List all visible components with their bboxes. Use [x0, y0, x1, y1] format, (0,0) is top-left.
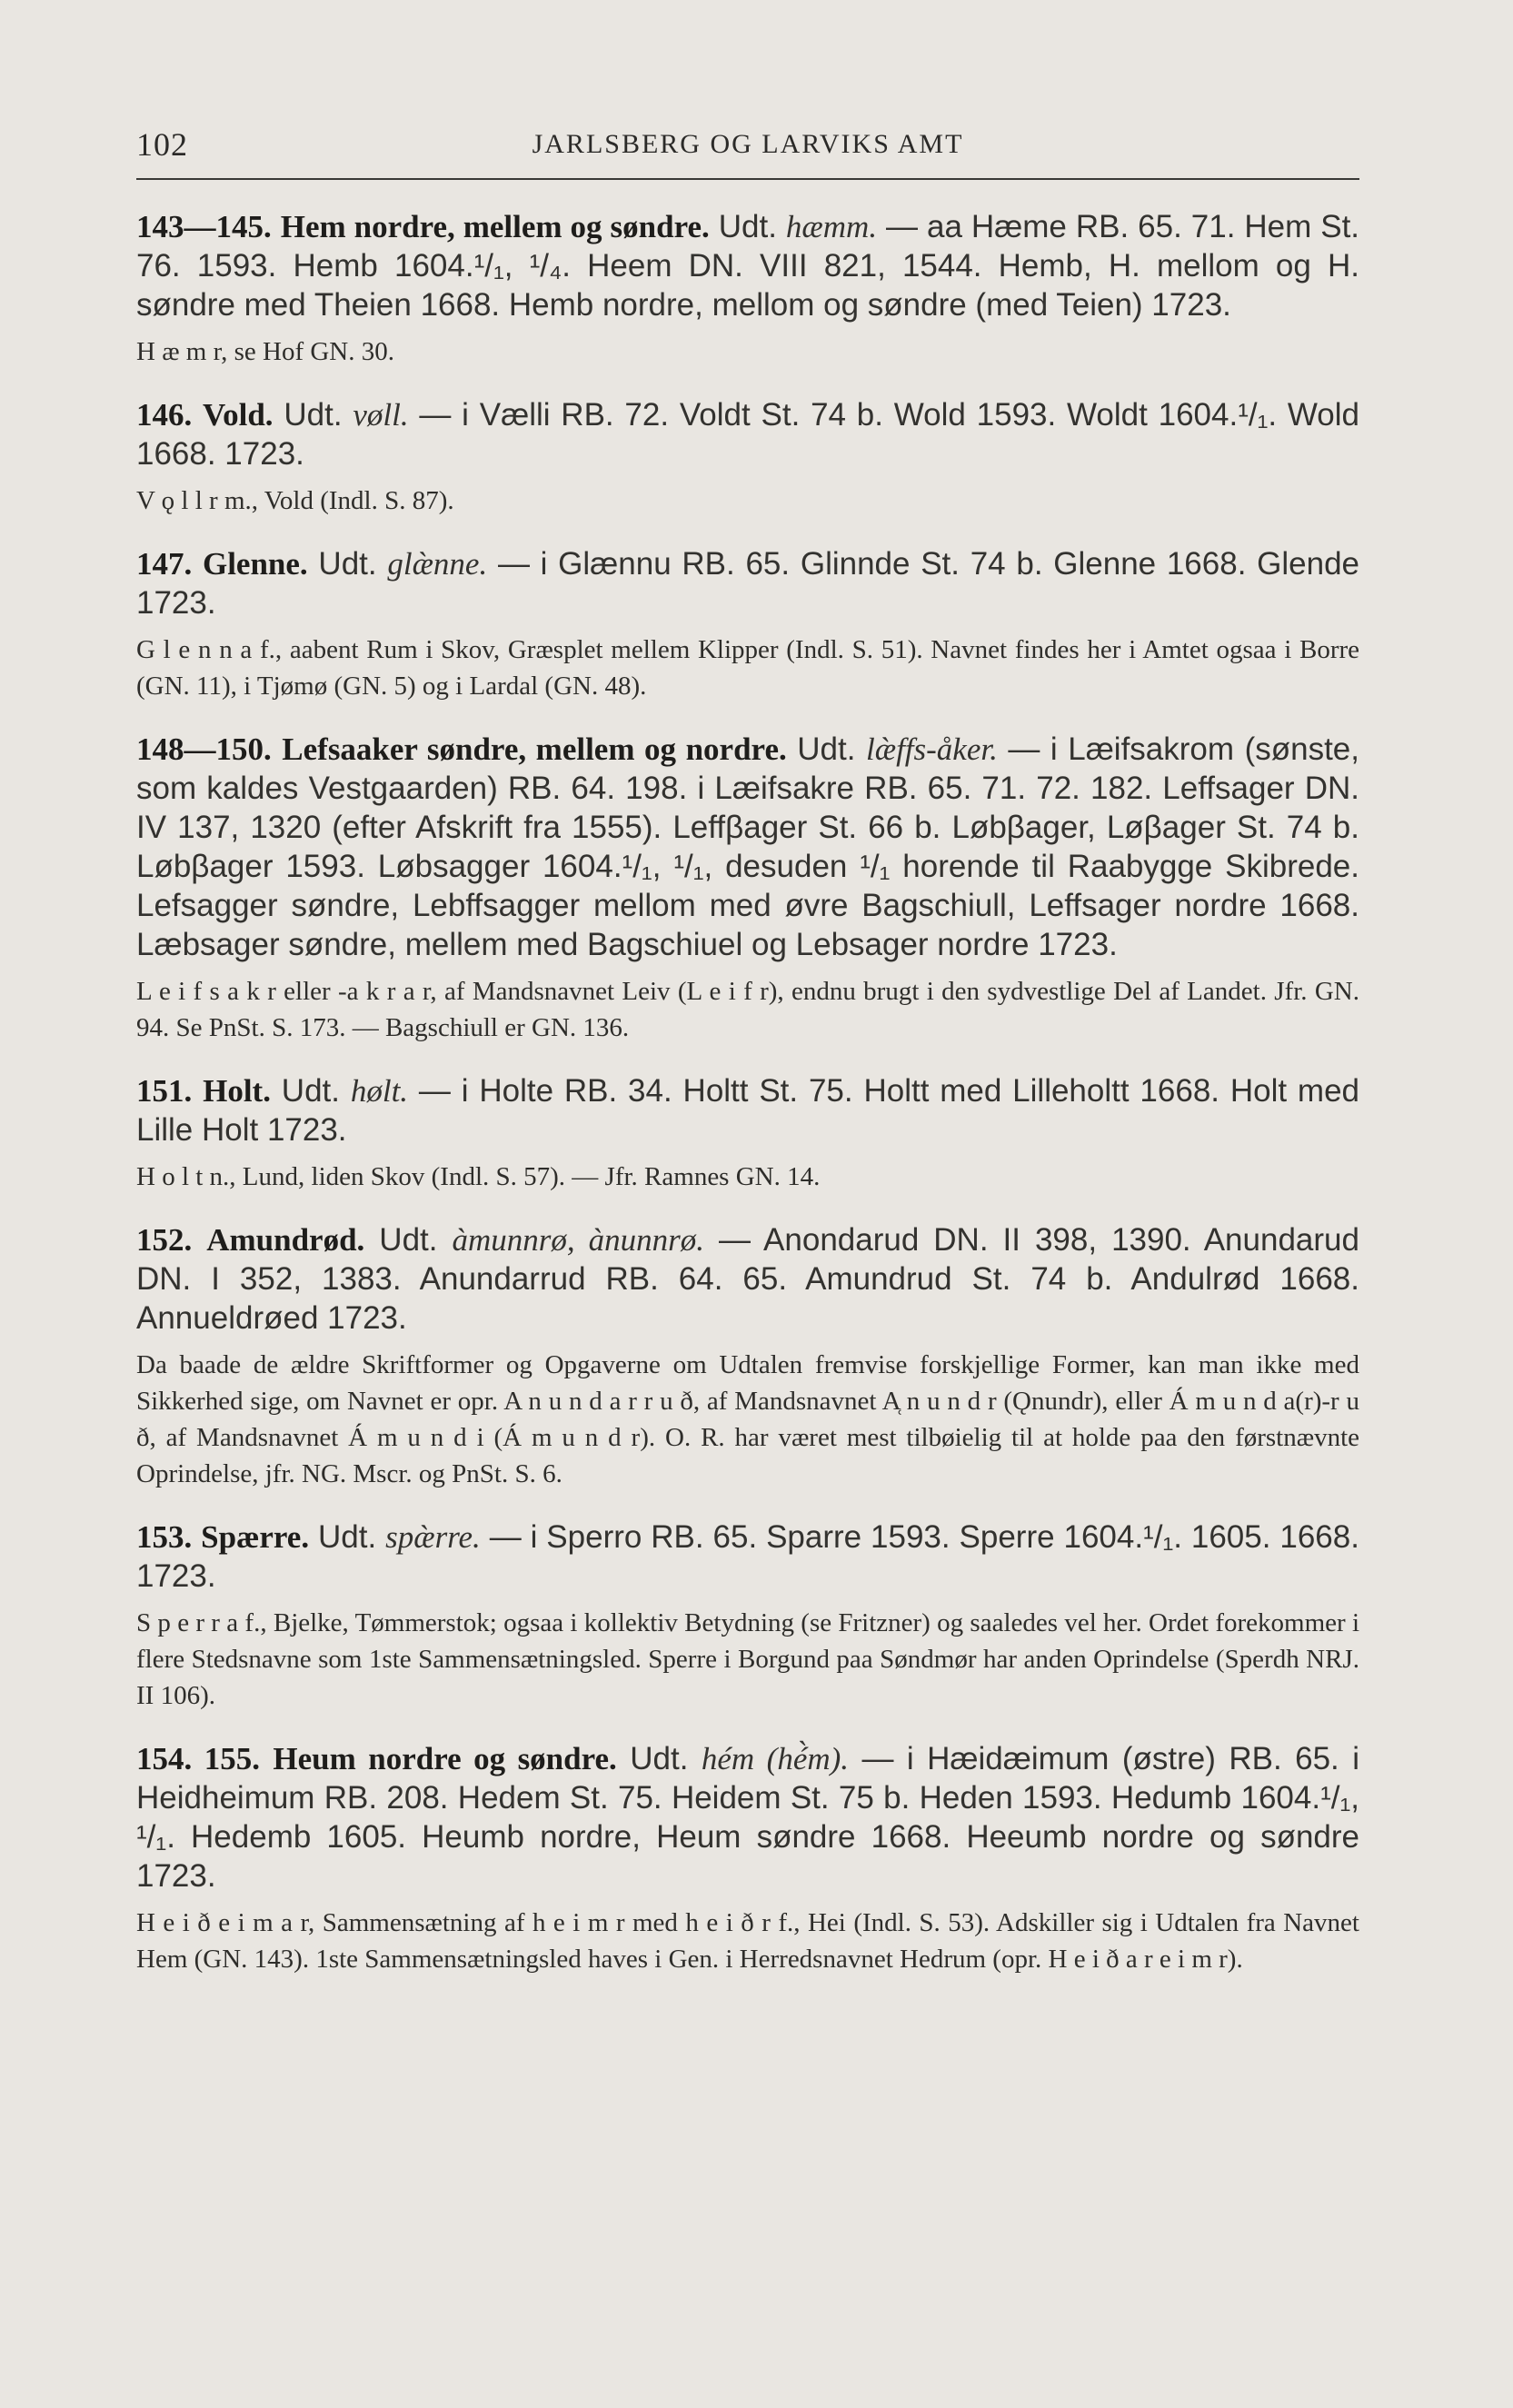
entry-main-text: [136, 395, 1359, 473]
pronunciation: hæmm.: [785, 209, 878, 244]
pronunciation: hølt.: [350, 1073, 409, 1109]
entry-154-155: [136, 1739, 1359, 1977]
entry-sources: — i Sperro RB. 65. Sparre 1593. Sperre 1604.¹/₁. 1605. 1668. 1723.: [136, 1519, 1359, 1594]
pronunciation: læ̀ffs-åker.: [866, 731, 998, 767]
udt-label: Udt.: [630, 1741, 689, 1776]
pronunciation: àmunnrø, ànunnrø.: [452, 1222, 705, 1258]
entry-main-text: [136, 1739, 1359, 1896]
udt-label: Udt.: [284, 397, 343, 433]
udt-label: Udt.: [318, 546, 377, 582]
entry-note: G l e n n a f., aabent Rum i Skov, Græsplet mellem Klipper (Indl. S. 51). Navnet findes her i Amtet ogsaa i Borre (GN. 11), i Tjømø (GN. 5) og i Lardal (GN. 48).: [136, 635, 1359, 701]
entry-153: [136, 1517, 1359, 1714]
entry-sources: — Anondarud DN. II 398, 1390. Anundarud DN. I 352, 1383. Anundarrud RB. 64. 65. Amundrud St. 74 b. Andulrød 1668. Annueldrøed 1723.: [136, 1222, 1359, 1336]
udt-label: Udt.: [281, 1073, 340, 1109]
pronunciation: spæ̀rre.: [385, 1519, 481, 1555]
entry-number: 143—145.: [136, 209, 272, 244]
entry-name: Amundrød.: [206, 1222, 365, 1258]
pronunciation: glæ̀nne.: [387, 546, 488, 582]
entry-sources: — i Læifsakrom (sønste, som kaldes Vestgaarden) RB. 64. 198. i Læifsakre RB. 65. 71. 72. 182. Leffsager DN. IV 137, 1320 (efter Afskrift fra 1555). Leffβager St. 66 b. Løbβager, Løβager St. 74 b. Løbβager 1593. Løbsagger 1604.¹/₁, ¹/₁, desuden ¹/₁ horende til Raabygge Skibrede. Lefsagger søndre, Lebffsagger mellom med øvre Bagschiull, Leffsager nordre 1668. Læbsager søndre, mellem med Bagschiuel og Lebsager nordre 1723.: [136, 731, 1359, 962]
entry-name: Holt.: [203, 1073, 271, 1109]
page-number: 102: [136, 126, 188, 163]
book-page: [136, 0, 1359, 2408]
entry-number: 153.: [136, 1519, 193, 1555]
entry-151: [136, 1071, 1359, 1195]
entry-143-145: [136, 207, 1359, 370]
entry-number: 151.: [136, 1073, 193, 1109]
entry-148-150: [136, 730, 1359, 1046]
udt-label: Udt.: [797, 731, 856, 767]
entry-name: Heum nordre og søndre.: [273, 1741, 617, 1776]
entry-name: Vold.: [203, 397, 274, 433]
entry-main-text: [136, 1220, 1359, 1338]
pronunciation: vøll.: [353, 397, 409, 433]
entry-note: H e i ð e i m a r, Sammensætning af h e i m r med h e i ð r f., Hei (Indl. S. 53). Adskiller sig i Udtalen fra Navnet Hem (GN. 143). 1ste Sammensætningsled haves i Gen. i Herredsnavnet Hedrum (opr. H e i ð a r e i m r).: [136, 1908, 1359, 1974]
entry-name: Lefsaaker søndre, mellem og nordre.: [282, 731, 787, 767]
entry-number: 146.: [136, 397, 193, 433]
entry-note: L e i f s a k r eller -a k r a r, af Mandsnavnet Leiv (L e i f r), endnu brugt i den sydvestlige Del af Landet. Jfr. GN. 94. Se PnSt. S. 173. — Bagschiull er GN. 136.: [136, 977, 1359, 1042]
page-header: [136, 125, 1359, 169]
entry-note: S p e r r a f., Bjelke, Tømmerstok; ogsaa i kollektiv Betydning (se Fritzner) og saaledes vel her. Ordet forekommer i flere Stedsnavne som 1ste Sammensætningsled. Sperre i Borgund paa Søndmør har anden Oprindelse (Sperdh NRJ. II 106).: [136, 1608, 1359, 1710]
entry-number: 147.: [136, 546, 193, 582]
entry-note: V ǫ l l r m., Vold (Indl. S. 87).: [136, 486, 454, 515]
pronunciation: hém (hé̀m).: [701, 1741, 850, 1776]
entry-number: 154. 155.: [136, 1741, 260, 1776]
udt-label: Udt.: [379, 1222, 438, 1258]
entry-152: [136, 1220, 1359, 1492]
entry-sources: — i Holte RB. 34. Holtt St. 75. Holtt med Lilleholtt 1668. Holt med Lille Holt 1723.: [136, 1073, 1359, 1148]
entry-number: 148—150.: [136, 731, 272, 767]
running-title: JARLSBERG OG LARVIKS AMT: [532, 129, 964, 159]
entry-note: H æ m r, se Hof GN. 30.: [136, 337, 394, 366]
entries-list: [136, 207, 1359, 2003]
entry-name: Glenne.: [202, 546, 308, 582]
entry-main-text: [136, 207, 1359, 324]
entry-sources: — i Vælli RB. 72. Voldt St. 74 b. Wold 1593. Woldt 1604.¹/₁. Wold 1668. 1723.: [136, 397, 1360, 472]
entry-main-text: [136, 1071, 1359, 1149]
entry-sources: — i Glænnu RB. 65. Glinnde St. 74 b. Glenne 1668. Glende 1723.: [136, 546, 1360, 621]
entry-number: 152.: [136, 1222, 193, 1258]
entry-main-text: [136, 544, 1359, 622]
entry-main-text: [136, 1517, 1359, 1596]
entry-note: Da baade de ældre Skriftformer og Opgaverne om Udtalen fremvise forskjellige Former, kan man ikke med Sikkerhed sige, om Navnet er opr. A n u n d a r r u ð, af Mandsnavnet A̜ n u n d r (Ǫnundr), eller Á m u n d a(r)-r u ð, af Mandsnavnet Á m u n d i (Á m u n d r). O. R. har været mest tilbøielig til at holde paa den førstnævnte Oprindelse, jfr. NG. Mscr. og PnSt. S. 6.: [136, 1350, 1359, 1488]
entry-name: Spærre.: [201, 1519, 310, 1555]
entry-sources: — i Hæidæimum (østre) RB. 65. i Heidheimum RB. 208. Hedem St. 75. Heidem St. 75 b. Heden 1593. Hedumb 1604.¹/₁, ¹/₁. Hedemb 1605. Heumb nordre, Heum søndre 1668. Heeumb nordre og søndre 1723.: [136, 1741, 1359, 1894]
entry-147: [136, 544, 1359, 704]
udt-label: Udt.: [318, 1519, 377, 1555]
entry-name: Hem nordre, mellem og søndre.: [280, 209, 710, 244]
header-rule: [136, 178, 1359, 180]
entry-main-text: [136, 730, 1359, 964]
udt-label: Udt.: [718, 209, 777, 244]
entry-sources: — aa Hæme RB. 65. 71. Hem St. 76. 1593. Hemb 1604.¹/₁, ¹/₄. Heem DN. VIII 821, 1544. Hemb, H. mellom og H. søndre med Theien 1668. Hemb nordre, mellom og søndre (med Teien) 1723.: [136, 209, 1360, 323]
entry-146: [136, 395, 1359, 519]
entry-note: H o l t n., Lund, liden Skov (Indl. S. 57). — Jfr. Ramnes GN. 14.: [136, 1162, 821, 1191]
